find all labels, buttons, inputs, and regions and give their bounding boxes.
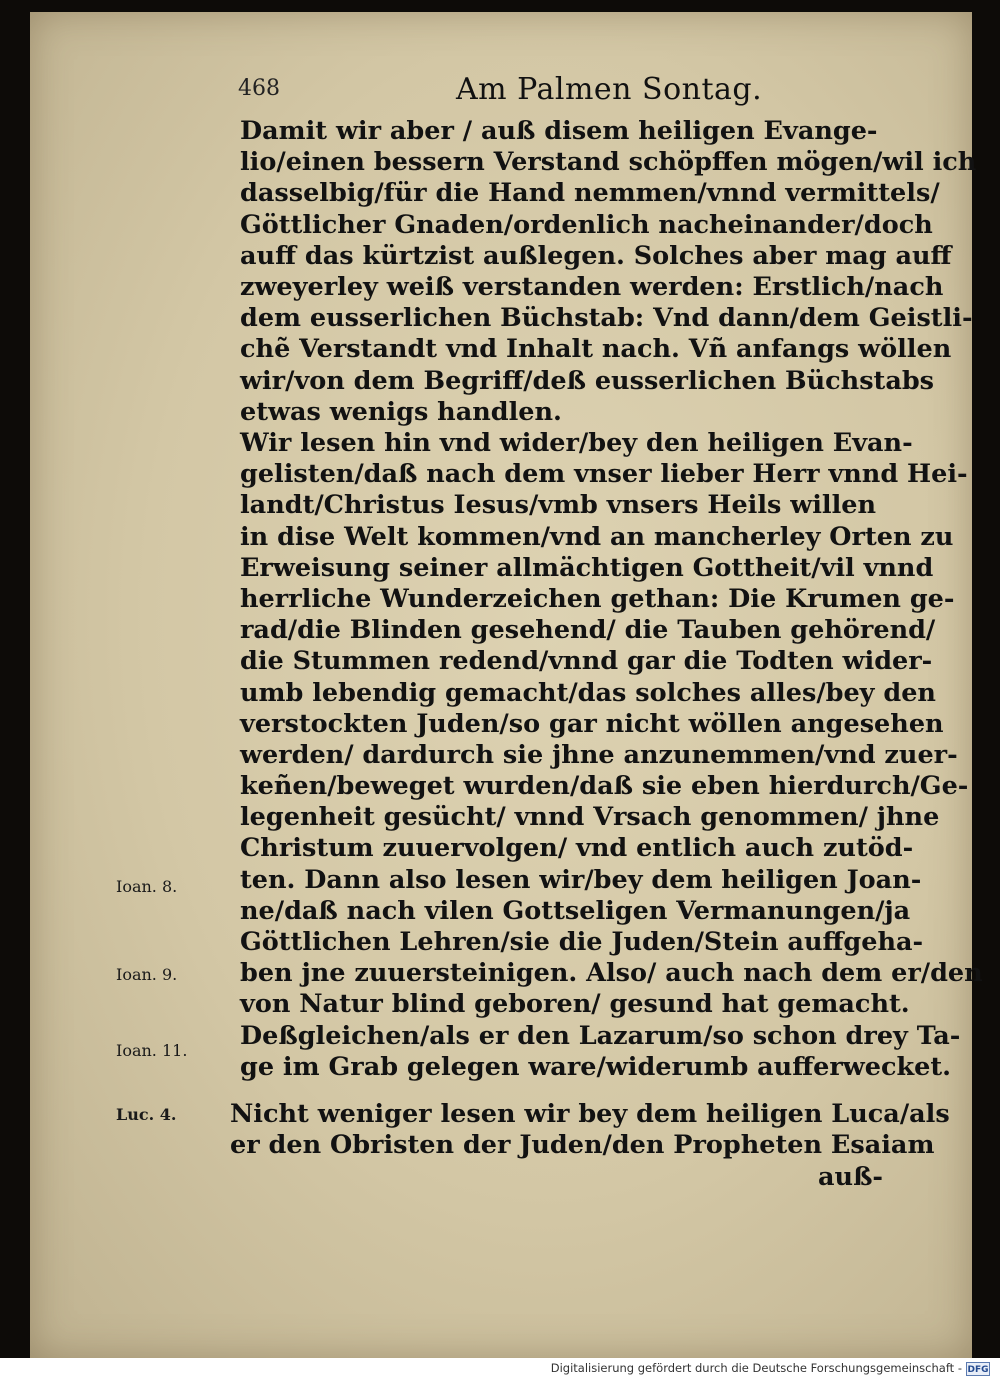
text-line: werden/ dardurch sie jhne anzunemmen/vnd zuer-: [240, 739, 958, 770]
text-line: Damit wir aber / auß disem heiligen Evange-: [240, 116, 878, 146]
text-line: Erweisung seiner allmächtigen Gottheit/vil vnnd: [240, 552, 934, 583]
text-line: Wir lesen hin vnd wider/bey den heiligen Evan-: [240, 428, 913, 458]
text-line: umb lebendig gemacht/das solches alles/bey den: [240, 677, 936, 708]
funding-credit: Digitalisierung gefördert durch die Deutsche Forschungsgemeinschaft -: [550, 1361, 962, 1375]
text-line: rad/die Blinden gesehend/ die Tauben gehörend/: [240, 615, 936, 646]
running-title: Am Palmen Sontag.: [456, 72, 763, 107]
text-line: etwas wenigs handlen.: [240, 396, 562, 427]
text-line: ben jne zuuersteinigen. Also/ auch nach dem er/den: [240, 958, 983, 989]
running-header: [238, 72, 898, 112]
text-line: dem eusserlichen Büchstab: Vnd dann/dem Geistli-: [240, 303, 973, 334]
text-line: Christum zuuervolgen/ vnd entlich auch zutöd-: [240, 833, 914, 864]
catchword: auß-: [818, 1162, 884, 1192]
paragraph-2: [240, 428, 983, 1083]
margin-note: Ioan. 11.: [116, 1041, 188, 1060]
page-number: 468: [238, 76, 280, 101]
dfg-logo: DFG: [966, 1362, 990, 1376]
text-line: ten. Dann also lesen wir/bey dem heiligen Joan-: [240, 864, 922, 895]
margin-note: Luc. 4.: [116, 1105, 177, 1124]
text-line: verstockten Juden/so gar nicht wöllen angesehen: [240, 708, 944, 739]
footer-bar: [0, 1358, 1000, 1381]
text-line: auff das kürtzist außlegen. Solches aber mag auff: [240, 240, 952, 271]
text-line: er den Obristen der Juden/den Propheten Esaiam: [230, 1130, 935, 1160]
text-line: landt/Christus Iesus/vmb vnsers Heils willen: [240, 490, 877, 521]
paragraph-1: [240, 116, 977, 428]
text-line: Göttlichen Lehren/sie die Juden/Stein auffgeha-: [240, 927, 924, 957]
text-line: keñen/beweget wurden/daß sie eben hierdurch/Ge-: [240, 771, 969, 802]
margin-note: Ioan. 8.: [116, 877, 178, 896]
text-line: wir/von dem Begriff/deß eusserlichen Büchstabs: [240, 365, 935, 396]
text-line: Deßgleichen/als er den Lazarum/so schon drey Ta-: [240, 1020, 961, 1051]
text-line: lio/einen bessern Verstand schöpffen mögen/wil ich: [240, 147, 977, 178]
text-line: von Natur blind geboren/ gesund hat gemacht.: [240, 989, 910, 1020]
text-line: dasselbig/für die Hand nemmen/vnnd vermittels/: [240, 178, 940, 209]
text-line: Nicht weniger lesen wir bey dem heiligen Luca/als: [230, 1099, 950, 1129]
margin-note: Ioan. 9.: [116, 965, 178, 984]
text-line: die Stummen redend/vnnd gar die Todten wider-: [240, 646, 933, 677]
text-line: gelisten/daß nach dem vnser lieber Herr vnnd Hei-: [240, 459, 968, 490]
text-line: herrliche Wunderzeichen gethan: Die Krumen ge-: [240, 583, 955, 614]
text-line: Göttlicher Gnaden/ordenlich nacheinander/doch: [240, 209, 933, 240]
text-line: ne/daß nach vilen Gottseligen Vermanungen/ja: [240, 895, 911, 926]
text-line: ge im Grab gelegen ware/widerumb aufferwecket.: [240, 1051, 952, 1082]
text-line: zweyerley weiß verstanden werden: Erstlich/nach: [240, 271, 944, 302]
text-line: in dise Welt kommen/vnd an mancherley Orten zu: [240, 521, 954, 552]
text-line: legenheit gesücht/ vnnd Vrsach genommen/ jhne: [240, 802, 940, 833]
text-line: chẽ Verstandt vnd Inhalt nach. Vñ anfangs wöllen: [240, 334, 952, 365]
